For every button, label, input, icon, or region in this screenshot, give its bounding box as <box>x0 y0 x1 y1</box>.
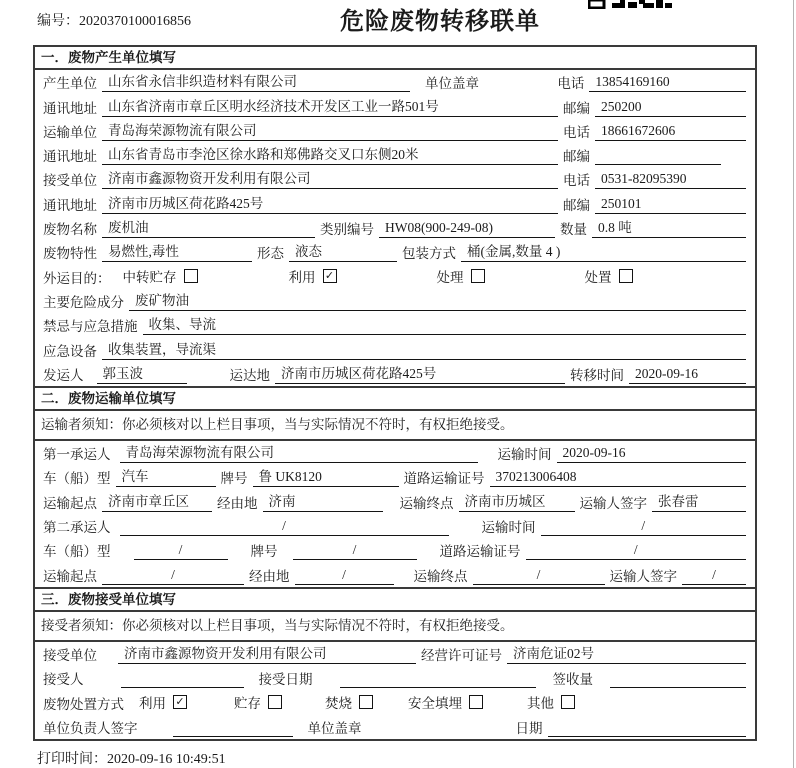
field-label: 经由地 <box>249 568 290 584</box>
consignor-name: 郭玉波 <box>97 362 187 384</box>
checkbox-disposal-storage <box>234 692 282 715</box>
field-label: 通讯地址 <box>43 100 97 116</box>
field-label: 通讯地址 <box>43 197 97 213</box>
receiver-name: 济南市鑫源物资开发利用有限公司 <box>102 167 558 189</box>
form-row <box>35 562 755 586</box>
field-label: 日期 <box>515 720 543 736</box>
checkbox-label: 利用 <box>288 269 316 285</box>
form-row <box>35 362 755 386</box>
field-label: 接受单位 <box>43 173 97 189</box>
field-label: 包装方式 <box>402 246 456 262</box>
form-row <box>35 465 755 489</box>
receiver-postcode: 250101 <box>595 196 746 214</box>
first-carrier-name: 青岛海荣源物流有限公司 <box>120 441 478 463</box>
transporter-phone: 18661672606 <box>595 123 746 141</box>
serial-label: 编号： <box>37 14 79 29</box>
checkbox-label: 其他 <box>527 695 554 711</box>
form-row <box>35 337 755 361</box>
first-transport-origin: 济南市章丘区 <box>102 490 212 512</box>
second-transport-destination: / <box>473 567 605 585</box>
checkbox-box <box>268 695 282 709</box>
checkbox-label: 处置 <box>584 269 612 285</box>
acceptance-date <box>340 670 536 688</box>
form-row <box>35 167 755 191</box>
field-label: 电话 <box>563 173 590 189</box>
main-hazardous-components: 废矿物油 <box>129 289 746 311</box>
second-transport-date: / <box>541 518 747 536</box>
checkbox-box <box>359 695 373 709</box>
field-label: 牌号 <box>220 471 248 487</box>
field-label: 邮编 <box>563 149 590 165</box>
field-label: 运输时间 <box>497 447 552 463</box>
field-label: 数量 <box>560 222 587 238</box>
field-label: 主要危险成分 <box>43 294 124 310</box>
producer-phone: 13854169160 <box>589 74 746 92</box>
field-label: 类别编号 <box>320 222 374 238</box>
field-label: 第二承运人 <box>43 520 111 536</box>
field-label: 转移时间 <box>570 367 624 383</box>
field-label: 运达地 <box>229 367 270 383</box>
accepting-unit-name: 济南市鑫源物资开发利用有限公司 <box>118 642 416 664</box>
packaging-method: 桶(金属,数量 4 ) <box>461 240 746 262</box>
field-label: 单位负责人签字 <box>43 720 138 736</box>
form-row <box>35 143 755 167</box>
field-label: 运输人签字 <box>579 495 647 511</box>
form-row <box>35 94 755 118</box>
waste-quantity: 0.8 吨 <box>592 216 746 238</box>
transporter-name: 青岛海荣源物流有限公司 <box>102 119 558 141</box>
field-label: 第一承运人 <box>43 447 111 463</box>
second-plate-number: / <box>293 542 417 560</box>
checkbox-transfer-storage <box>123 266 198 289</box>
field-label: 产生单位 <box>43 76 97 92</box>
checkbox-disposal <box>585 266 633 289</box>
checkbox-label: 中转贮存 <box>122 269 177 285</box>
producer-postcode: 250200 <box>595 99 746 117</box>
second-via-place: / <box>295 567 394 585</box>
print-time-value: 2020-09-16 10:49:51 <box>107 752 226 767</box>
transporter-address: 山东省青岛市李沧区徐水路和郑佛路交叉口东侧20米 <box>102 143 558 165</box>
checkbox-treatment <box>437 266 485 289</box>
checkbox-box <box>184 269 198 283</box>
field-label: 运输终点 <box>399 495 454 511</box>
first-transporter-signature: 张春雷 <box>652 490 746 512</box>
checkbox-disposal-utilize <box>139 692 187 715</box>
field-label: 单位盖章 <box>307 720 362 736</box>
first-vehicle-type: 汽车 <box>116 465 216 487</box>
checkbox-label: 贮存 <box>234 695 261 711</box>
stamp-date <box>548 719 747 737</box>
field-label: 电话 <box>563 124 590 140</box>
print-time-line <box>37 748 226 768</box>
second-carrier-name: / <box>120 518 449 536</box>
recipient-name <box>121 670 244 688</box>
form-row <box>35 666 755 690</box>
first-transport-date: 2020-09-16 <box>557 445 747 463</box>
field-label: 废物处置方式 <box>43 696 124 712</box>
field-label: 运输单位 <box>43 124 97 140</box>
first-via-place: 济南 <box>263 490 383 512</box>
checkbox-box <box>471 269 485 283</box>
first-plate-number: 鲁 UK8120 <box>253 465 399 487</box>
producer-name: 山东省永信非织造材料有限公司 <box>102 70 410 92</box>
section-header: 一．废物产生单位填写 <box>35 47 755 70</box>
transfer-form-table <box>33 45 757 741</box>
checkbox-box <box>619 269 633 283</box>
transfer-date: 2020-09-16 <box>629 366 746 384</box>
first-road-transport-permit: 370213006408 <box>490 469 747 487</box>
checkbox-label: 焚烧 <box>325 695 352 711</box>
waste-name: 废机油 <box>102 216 315 238</box>
field-label: 运输终点 <box>413 568 468 584</box>
serial-number: 2020370100016856 <box>79 14 191 29</box>
checkbox-disposal-incineration <box>325 692 373 715</box>
field-label: 单位盖章 <box>425 76 479 92</box>
field-label: 运输起点 <box>43 495 97 511</box>
field-label: 应急设备 <box>43 343 97 359</box>
receiver-address: 济南市历城区荷花路425号 <box>102 192 558 214</box>
second-road-transport-permit: / <box>526 542 747 560</box>
field-label: 废物特性 <box>43 246 97 262</box>
form-row <box>35 441 755 465</box>
form-row <box>35 240 755 264</box>
field-label: 接受日期 <box>258 672 313 688</box>
page-header <box>0 0 796 45</box>
checkbox-box <box>469 695 483 709</box>
second-transport-origin: / <box>102 567 244 585</box>
field-label: 签收量 <box>552 672 593 688</box>
section-header: 二．废物运输单位填写 <box>35 386 755 411</box>
field-label: 牌号 <box>250 544 278 560</box>
page-title: 危险废物转移联单 <box>340 8 540 35</box>
responsible-person-signature <box>173 719 293 737</box>
field-label: 车（船）型 <box>43 471 111 487</box>
qr-code-fragment <box>588 0 672 9</box>
form-row <box>35 489 755 513</box>
signed-quantity <box>610 670 746 688</box>
field-label: 邮编 <box>563 197 590 213</box>
field-label: 接受单位 <box>43 647 97 663</box>
field-label: 运输人签字 <box>609 568 677 584</box>
form-row <box>35 289 755 313</box>
waste-characteristics: 易燃性,毒性 <box>102 240 252 262</box>
field-label: 运输起点 <box>43 568 97 584</box>
form-row <box>35 715 755 739</box>
field-label: 形态 <box>257 246 284 262</box>
form-row <box>35 690 755 714</box>
form-row <box>35 264 755 288</box>
field-label: 电话 <box>557 76 585 92</box>
checkbox-disposal-safe-landfill <box>408 692 483 715</box>
field-label: 车（船）型 <box>43 544 111 560</box>
field-label: 禁忌与应急措施 <box>43 319 138 335</box>
checkbox-box: ✓ <box>173 695 187 709</box>
form-row <box>35 313 755 337</box>
serial-number-line <box>37 10 191 30</box>
section-header: 三．废物接受单位填写 <box>35 587 755 612</box>
form-row <box>35 70 755 94</box>
field-label: 运输时间 <box>481 520 536 536</box>
business-license-number: 济南危证02号 <box>507 642 746 664</box>
producer-address: 山东省济南市章丘区明水经济技术开发区工业一路501号 <box>102 95 558 117</box>
field-label: 经由地 <box>217 495 258 511</box>
field-label: 道路运输证号 <box>403 471 485 487</box>
field-label: 经营许可证号 <box>421 647 502 663</box>
field-label: 通讯地址 <box>43 149 97 165</box>
field-label: 废物名称 <box>43 222 97 238</box>
print-time-label: 打印时间： <box>37 752 107 767</box>
field-label: 接受人 <box>43 672 84 688</box>
transporter-postcode <box>595 147 721 165</box>
checkbox-box <box>561 695 575 709</box>
form-row <box>35 191 755 215</box>
first-transport-destination: 济南市历城区 <box>459 490 575 512</box>
form-row <box>35 538 755 562</box>
second-transporter-signature: / <box>682 567 746 585</box>
checkbox-label: 处理 <box>436 269 464 285</box>
form-row <box>35 642 755 666</box>
checkbox-utilize <box>289 266 337 289</box>
waste-form: 液态 <box>289 240 397 262</box>
page-edge-line <box>793 0 794 768</box>
form-row <box>35 119 755 143</box>
contraindications-emergency-measures: 收集、导流 <box>143 313 747 335</box>
checkbox-label: 安全填埋 <box>408 695 462 711</box>
destination: 济南市历城区荷花路425号 <box>275 362 565 384</box>
checkbox-disposal-other <box>527 692 575 715</box>
form-row <box>35 514 755 538</box>
notice-text: 运输者须知：你必须核对以上栏目事项，当与实际情况不符时，有权拒绝接受。 <box>35 411 755 441</box>
field-label: 外运目的： <box>43 270 111 286</box>
form-row <box>35 216 755 240</box>
waste-category-code: HW08(900-249-08) <box>379 220 555 238</box>
notice-text: 接受者须知：你必须核对以上栏目事项，当与实际情况不符时，有权拒绝接受。 <box>35 612 755 642</box>
field-label: 道路运输证号 <box>439 544 521 560</box>
checkbox-box: ✓ <box>323 269 337 283</box>
second-vehicle-type: / <box>134 542 228 560</box>
field-label: 发运人 <box>43 367 84 383</box>
field-label: 邮编 <box>563 100 590 116</box>
checkbox-label: 利用 <box>139 695 166 711</box>
emergency-equipment: 收集装置，导流渠 <box>102 338 746 360</box>
receiver-phone: 0531-82095390 <box>595 171 746 189</box>
